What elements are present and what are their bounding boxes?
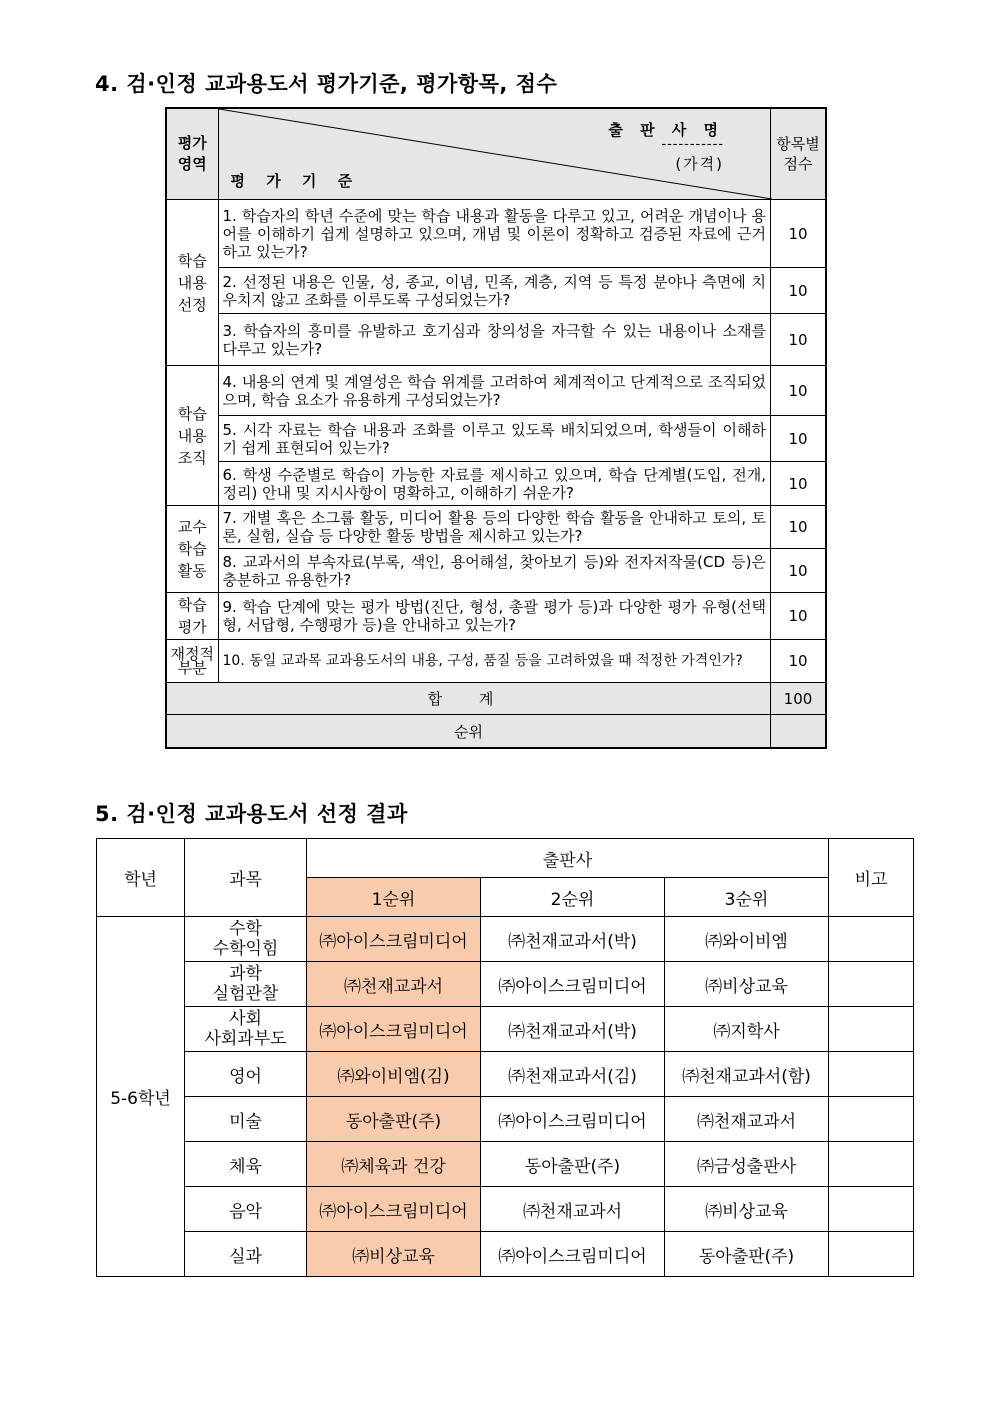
header-rank2: 2순위 [481, 878, 665, 917]
criteria-score: 10 [771, 366, 827, 416]
area-text: 평가 [177, 618, 207, 636]
area-cell [166, 506, 218, 593]
area-cell [166, 366, 218, 506]
subject-cell: 체육 [185, 1142, 307, 1187]
rank1-cell: ㈜체육과 건강 [307, 1142, 481, 1187]
rank1-cell: ㈜비상교육 [307, 1232, 481, 1277]
area-cell [166, 593, 218, 640]
criteria-row [166, 506, 826, 549]
rank-value [771, 715, 827, 749]
rank2-cell: ㈜천재교과서(김) [481, 1052, 665, 1097]
criteria-row [166, 268, 826, 314]
header-subject: 과목 [185, 839, 307, 917]
header-note: 비고 [829, 839, 914, 917]
evaluation-criteria-table [165, 107, 827, 749]
rank2-cell: ㈜아이스크림미디어 [481, 1232, 665, 1277]
area-text: 학습 [177, 596, 207, 614]
header-criteria: 평 가 기 준 [230, 172, 361, 190]
criteria-row [166, 462, 826, 506]
rank3-cell: ㈜천재교과서 [665, 1097, 829, 1142]
result-row [97, 1187, 914, 1232]
criteria-text: 4. 내용의 연계 및 계열성은 학습 위계를 고려하여 체계적이고 단계적으로 조직되었으며, 학습 요소가 유용하게 구성되었는가? [218, 366, 771, 416]
criteria-row [166, 640, 826, 683]
header-score-line2: 점수 [783, 155, 813, 173]
criteria-text: 5. 시각 자료는 학습 내용과 조화를 이루고 있도록 배치되었으며, 학생들이 이해하기 쉽게 표현되어 있는가? [218, 416, 771, 462]
subject-cell: 실과 [185, 1232, 307, 1277]
criteria-row [166, 200, 826, 268]
rank1-cell: ㈜천재교과서 [307, 962, 481, 1007]
criteria-score: 10 [771, 549, 827, 593]
area-text: 내용 [177, 273, 207, 292]
criteria-score: 10 [771, 506, 827, 549]
rank2-cell: ㈜아이스크림미디어 [481, 962, 665, 1007]
rank2-cell: 동아출판(주) [481, 1142, 665, 1187]
header-price: (가격) [675, 155, 724, 173]
subject-text: 실험관찰 [212, 984, 279, 1004]
header-area-line2: 영역 [177, 155, 207, 173]
result-row [97, 1007, 914, 1052]
rank2-cell: ㈜아이스크림미디어 [481, 1097, 665, 1142]
area-text: 학습 [177, 404, 207, 423]
criteria-score: 10 [771, 416, 827, 462]
rank2-cell: ㈜천재교과서(박) [481, 1007, 665, 1052]
result-row [97, 1052, 914, 1097]
header-publisher-name: 출 판 사 명 [608, 121, 724, 139]
subject-text: 수학 [229, 919, 262, 939]
rank1-cell: ㈜아이스크림미디어 [307, 1187, 481, 1232]
criteria-score: 10 [771, 593, 827, 640]
subject-text: 사회 [229, 1009, 262, 1029]
criteria-score: 10 [771, 268, 827, 314]
criteria-text: 10. 동일 교과목 교과용도서의 내용, 구성, 품질 등을 고려하였을 때 적정한 가격인가? [218, 640, 771, 683]
criteria-row [166, 593, 826, 640]
criteria-score: 10 [771, 200, 827, 268]
subject-cell [185, 962, 307, 1007]
rank3-cell: ㈜와이비엠 [665, 917, 829, 962]
result-header-row-1 [97, 839, 914, 878]
criteria-score: 10 [771, 462, 827, 506]
header-rank3: 3순위 [665, 878, 829, 917]
criteria-row [166, 416, 826, 462]
rank2-cell: ㈜천재교과서 [481, 1187, 665, 1232]
rank3-cell: ㈜비상교육 [665, 962, 829, 1007]
selection-result-table [96, 838, 914, 1277]
criteria-text: 9. 학습 단계에 맞는 평가 방법(진단, 형성, 총괄 평가 등)과 다양한 평가 유형(선택형, 서답형, 수행평가 등)을 안내하고 있는가? [218, 593, 771, 640]
header-diagonal-cell [218, 108, 771, 200]
area-cell [166, 200, 218, 366]
header-rank1: 1순위 [307, 878, 481, 917]
header-grade: 학년 [97, 839, 185, 917]
criteria-row [166, 366, 826, 416]
rank1-cell: 동아출판(주) [307, 1097, 481, 1142]
subject-text: 수학익힘 [212, 939, 279, 959]
result-row [97, 917, 914, 962]
note-cell [829, 962, 914, 1007]
rank3-cell: ㈜지학사 [665, 1007, 829, 1052]
criteria-score: 10 [771, 640, 827, 683]
area-text: 내용 [177, 426, 207, 445]
area-cell [166, 640, 218, 683]
grade-cell: 5-6학년 [97, 917, 185, 1277]
criteria-text: 6. 학생 수준별로 학습이 가능한 자료를 제시하고 있으며, 학습 단계별(도입, 전개, 정리) 안내 및 지시사항이 명확하고, 이해하기 쉬운가? [218, 462, 771, 506]
criteria-text: 8. 교과서의 부속자료(부록, 색인, 용어해설, 찾아보기 등)와 전자저작물(CD 등)은 충분하고 유용한가? [218, 549, 771, 593]
criteria-text: 3. 학습자의 흥미를 유발하고 호기심과 창의성을 자극할 수 있는 내용이나 소재를 다루고 있는가? [218, 314, 771, 366]
criteria-row [166, 314, 826, 366]
header-score-line1: 항목별 [776, 135, 820, 153]
criteria-text: 7. 개별 혹은 소그룹 활동, 미디어 활용 등의 다양한 학습 활동을 안내하고 토의, 토론, 실험, 실습 등 다양한 활동 방법을 제시하고 있는가? [218, 506, 771, 549]
criteria-header-row [166, 108, 826, 200]
section4-title: 4. 검·인정 교과용도서 평가기준, 평가항목, 점수 [95, 72, 558, 96]
note-cell [829, 1097, 914, 1142]
subject-cell: 음악 [185, 1187, 307, 1232]
criteria-score: 10 [771, 314, 827, 366]
rank1-cell: ㈜아이스크림미디어 [307, 917, 481, 962]
rank3-cell: ㈜금성출판사 [665, 1142, 829, 1187]
rank1-cell: ㈜와이비엠(김) [307, 1052, 481, 1097]
rank3-cell: ㈜천재교과서(함) [665, 1052, 829, 1097]
note-cell [829, 1142, 914, 1187]
criteria-text: 2. 선정된 내용은 인물, 성, 종교, 이념, 민족, 계층, 지역 등 특정 분야나 측면에 치우치지 않고 조화를 이루도록 구성되었는가? [218, 268, 771, 314]
section5-title: 5. 검·인정 교과용도서 선정 결과 [95, 802, 408, 826]
area-text: 조직 [177, 448, 207, 467]
criteria-text: 1. 학습자의 학년 수준에 맞는 학습 내용과 활동을 다루고 있고, 어려운 개념이나 용어를 이해하기 쉽게 설명하고 있으며, 개념 및 이론이 정확하고 검증된 자료에 근거하고 있는가? [218, 200, 771, 268]
area-text: 선정 [177, 295, 207, 314]
rank2-cell: ㈜천재교과서(박) [481, 917, 665, 962]
note-cell [829, 1052, 914, 1097]
area-text: 활동 [177, 562, 207, 580]
rank3-cell: 동아출판(주) [665, 1232, 829, 1277]
header-dash: ----------- [661, 137, 724, 152]
criteria-row [166, 549, 826, 593]
note-cell [829, 1007, 914, 1052]
subject-text: 사회과부도 [204, 1029, 287, 1049]
note-cell [829, 917, 914, 962]
note-cell [829, 1187, 914, 1232]
rank-label: 순위 [166, 715, 771, 749]
result-row [97, 1232, 914, 1277]
total-row [166, 683, 826, 715]
header-publisher: 출판사 [307, 839, 829, 878]
header-area [166, 108, 218, 200]
result-row [97, 1142, 914, 1187]
header-area-line1: 평가 [177, 134, 207, 152]
rank-row [166, 715, 826, 749]
area-text: 재정적 [170, 645, 214, 663]
header-score [771, 108, 827, 200]
subject-cell [185, 917, 307, 962]
subject-cell: 미술 [185, 1097, 307, 1142]
subject-cell [185, 1007, 307, 1052]
subject-cell: 영어 [185, 1052, 307, 1097]
area-text: 부분 [177, 659, 207, 677]
total-score: 100 [771, 683, 827, 715]
result-row [97, 962, 914, 1007]
rank1-cell: ㈜아이스크림미디어 [307, 1007, 481, 1052]
area-text: 교수 [177, 518, 207, 536]
total-label: 합 계 [166, 683, 771, 715]
result-row [97, 1097, 914, 1142]
area-text: 학습 [177, 540, 207, 558]
area-text: 학습 [177, 251, 207, 270]
rank3-cell: ㈜비상교육 [665, 1187, 829, 1232]
subject-text: 과학 [229, 964, 262, 984]
note-cell [829, 1232, 914, 1277]
